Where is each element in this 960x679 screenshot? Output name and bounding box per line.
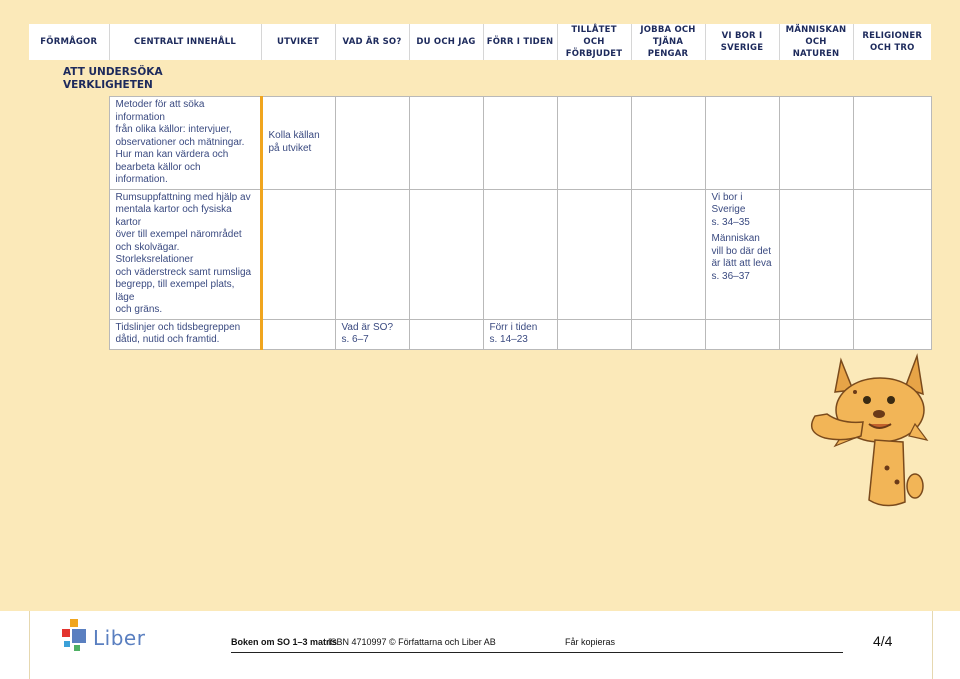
col-header-du-och-jag: DU OCH JAG [409, 24, 483, 60]
table-row [29, 189, 931, 319]
curriculum-matrix [29, 24, 932, 350]
lynx-mascot-illustration [805, 350, 930, 520]
col-header-vi-bor: VI BOR I SVERIGE [705, 24, 779, 60]
col-header-forr-i-tiden: FÖRR I TIDEN [483, 24, 557, 60]
footer-copy-notice: Får kopieras [565, 637, 616, 647]
col-header-centralt-innehall: CENTRALT INNEHÅLL [109, 24, 261, 60]
footer-isbn: ISBN 4710997 © Författarna och Liber AB [328, 637, 496, 647]
col-header-formagor: FÖRMÅGOR [29, 24, 109, 60]
footer-divider [231, 652, 843, 653]
table-row [29, 97, 931, 190]
goal-cell: Rumsuppfattning med hjälp av mentala kartor och fysiska kartor över till exempel närområdet och skolvägar. Storleksrelationer och väderstreck samt rumsliga begrepp, till exempel plats, läge och gräns. [109, 189, 261, 319]
liber-logo-text: Liber [93, 626, 146, 650]
footer-book-title: Boken om SO 1–3 matris [231, 637, 338, 647]
header-row [29, 24, 931, 60]
col-header-manniskan: MÄNNISKAN OCH NATUREN [779, 24, 853, 60]
section-title: ATT UNDERSÖKA VERKLIGHETEN [29, 60, 261, 97]
goal-cell: Tidslinjer och tidsbegreppen dåtid, nutid och framtid. [109, 319, 261, 349]
page-number: 4/4 [873, 633, 893, 649]
vad-ar-so-cell: Vad är SO? s. 6–7 [335, 319, 409, 349]
goal-cell: Metoder för att söka information från olika källor: intervjuer, observationer och mätningar. Hur man kan värdera och bearbeta källor och information. [109, 97, 261, 190]
col-header-religioner: RELIGIONER OCH TRO [853, 24, 931, 60]
utviket-cell: Kolla källan på utviket [261, 97, 335, 190]
section-row [29, 60, 931, 97]
col-header-jobba: JOBBA OCH TJÄNA PENGAR [631, 24, 705, 60]
forr-i-tiden-cell: Förr i tiden s. 14–23 [483, 319, 557, 349]
col-header-vad-ar-so: VAD ÄR SO? [335, 24, 409, 60]
col-header-tillatet: TILLÅTET OCH FÖRBJUDET [557, 24, 631, 60]
table-row [29, 319, 931, 349]
col-header-utviket: UTVIKET [261, 24, 335, 60]
vi-bor-cell: Vi bor i Sverige s. 34–35 Människan vill bo där det är lätt att leva s. 36–37 [705, 189, 779, 319]
